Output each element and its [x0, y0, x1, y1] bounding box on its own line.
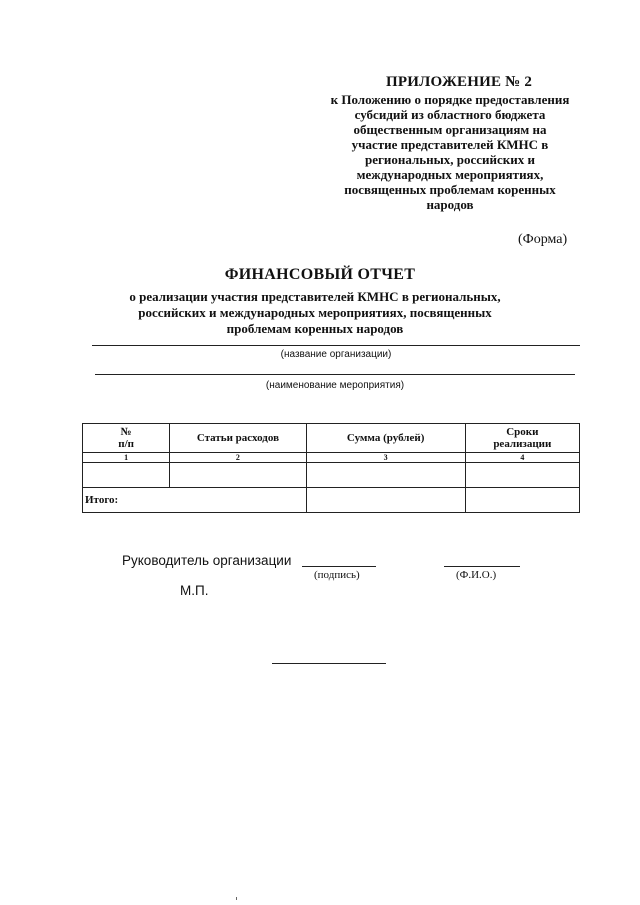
report-title: ФИНАНСОВЫЙ ОТЧЕТ	[224, 266, 416, 283]
total-row	[83, 488, 580, 513]
total-deadline-cell[interactable]	[465, 488, 579, 513]
column-number: 3	[306, 453, 465, 463]
table-row	[83, 463, 580, 488]
signature-field[interactable]	[302, 566, 376, 567]
scan-mark	[236, 897, 237, 900]
appendix-line: народов	[426, 197, 474, 212]
appendix-line: региональных, российских и	[364, 152, 536, 167]
header-expense-items: Статьи расходов	[170, 424, 306, 453]
appendix-line: участие представителей КМНС в	[351, 137, 549, 152]
header-number-text: № п/п	[118, 426, 134, 450]
table-header-row	[83, 424, 580, 453]
event-name-caption: (наименование мероприятия)	[265, 380, 405, 391]
table-cell[interactable]	[465, 463, 579, 488]
table-cell[interactable]	[83, 463, 170, 488]
signature-caption: (подпись)	[314, 569, 360, 581]
event-name-field[interactable]	[95, 374, 575, 375]
header-deadlines-text: Сроки реализации	[493, 426, 552, 450]
column-number: 4	[465, 453, 579, 463]
appendix-line: к Положению о порядке предоставления	[330, 92, 570, 107]
report-subtitle	[80, 289, 550, 337]
full-name-field[interactable]	[444, 566, 520, 567]
column-number: 2	[170, 453, 306, 463]
organization-name-field[interactable]	[92, 345, 580, 346]
appendix-description	[300, 92, 600, 212]
stamp-place: М.П.	[180, 583, 209, 598]
header-deadlines	[465, 424, 579, 453]
report-subtitle-line: российских и международных мероприятиях, посвященных	[138, 305, 492, 320]
appendix-title: ПРИЛОЖЕНИЕ № 2	[386, 74, 533, 90]
header-number	[83, 424, 170, 453]
head-of-organization-label: Руководитель организации	[122, 553, 292, 568]
appendix-line: общественным организациям на	[353, 122, 547, 137]
appendix-line: международных мероприятиях,	[356, 167, 544, 182]
table-cell[interactable]	[170, 463, 306, 488]
organization-name-caption: (название организации)	[280, 349, 392, 360]
total-label: Итого:	[83, 488, 307, 513]
form-label: (Форма)	[518, 232, 568, 247]
appendix-line: субсидий из областного бюджета	[354, 107, 546, 122]
full-name-caption: (Ф.И.О.)	[456, 569, 497, 581]
table-cell[interactable]	[306, 463, 465, 488]
appendix-line: посвященных проблемам коренных	[344, 182, 556, 197]
bottom-line	[272, 663, 386, 664]
header-amount: Сумма (рублей)	[306, 424, 465, 453]
column-number-row	[83, 453, 580, 463]
column-number: 1	[83, 453, 170, 463]
total-amount-cell[interactable]	[306, 488, 465, 513]
report-subtitle-line: о реализации участия представителей КМНС в региональных,	[129, 289, 501, 304]
report-subtitle-line: проблемам коренных народов	[226, 321, 404, 336]
expenses-table	[82, 423, 580, 513]
